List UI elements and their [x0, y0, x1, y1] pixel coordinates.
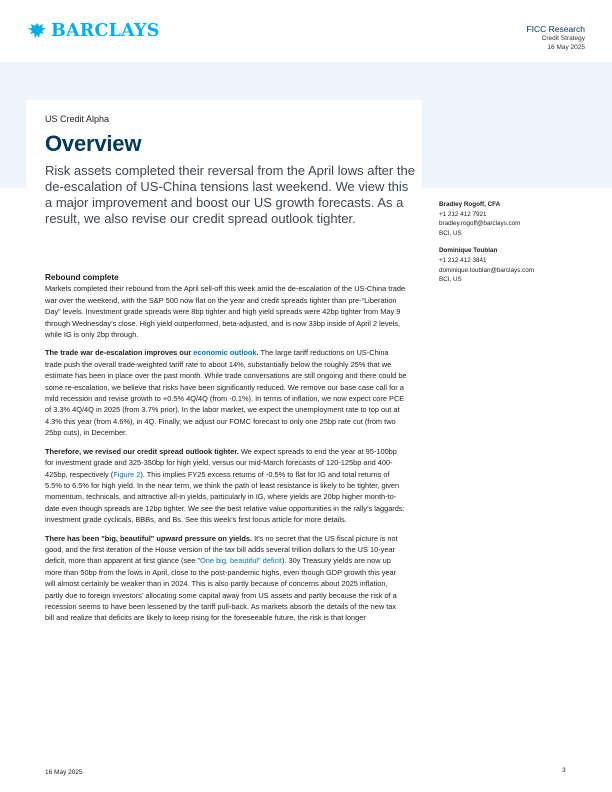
- author-block: [439, 246, 534, 284]
- paragraph-text: It’s no secret that the US fiscal picture is not good, and the first iteration of the House version of the tax bill adds several trillion dollars to the US 10-year deficit, more than apparent at first glance (see ": [45, 533, 398, 566]
- deficit-article-link[interactable]: One big, beautiful" deficit: [200, 556, 282, 566]
- body-column: [45, 272, 407, 631]
- paragraph-heading: Rebound complete: [45, 273, 119, 282]
- author-entity: BCI, US: [439, 276, 462, 284]
- author-name: Bradley Rogoff, CFA: [439, 201, 501, 208]
- paragraph-lead: [45, 348, 259, 357]
- header-date: 16 May 2025: [547, 44, 585, 51]
- paragraph-lead: There has been "big, beautiful" upward pressure on yields.: [45, 533, 253, 543]
- paragraph-spread-outlook: [45, 446, 407, 526]
- figure-2-link[interactable]: Figure 2: [113, 469, 141, 479]
- header-meta: [526, 24, 585, 52]
- author-phone: +1 212 412 3841: [439, 256, 487, 264]
- barclays-logo: [27, 21, 160, 41]
- paragraph-text: We expect spreads to end the year at 95-100bp for investment grade and 325-350bp for high yield, versus our mid-March forecasts of 120-125bp and 400-425bp, respectively (: [45, 446, 397, 479]
- paragraph-text: ). 30y Treasury yields are now up more than 50bp from the lows in April, close to the post-pandemic highs, even though GDP growth this year will almost certainly be weaker than in 2024. This is also partly because of concerns about 2025 inflation, partly due to foreign investors’ allocating some capital away from US assets and partly because the risk of a recession seems to have been lessened by the tariff pull-back. As markets absorb the details of the new tax bill and realize that deficits are likely to keep rising for the foreseeable future, the risk is that longer: [45, 556, 397, 623]
- page-title: Overview: [45, 131, 142, 156]
- author-entity: BCI, US: [439, 229, 462, 237]
- lead-text: The trade war de-escalation improves our: [45, 348, 194, 358]
- author-sidebar: [439, 200, 534, 293]
- footer-date: 16 May 2025: [45, 769, 83, 776]
- page-number: 3: [562, 767, 566, 774]
- author-email[interactable]: dominique.toublan@barclays.com: [439, 266, 534, 274]
- paragraph-trade-war: [45, 347, 407, 438]
- eagle-icon: [27, 21, 47, 41]
- author-block: [439, 200, 534, 238]
- author-email[interactable]: bradley.rogoff@barclays.com: [439, 220, 521, 228]
- paragraph-text: The large tariff reductions on US-China trade push the overall trade-weighted tariff rate to about 14%, substantially below the roughly 25% that we estimate has been in place over the past month. While trade conversations are still ongoing and there could be some re-escalation, we believe that risks have been significantly reduced. We remove our base case call for a mild recession and revise growth to +0.5% 4Q/4Q (from -0.1%). In terms of inflation, we now expect core PCE of 3.3% 4Q/4Q in 2025 (from 3.7% prior). In the labor market, we expect the unemployment rate to top out at 4.3% this year (from 4.6%), in 4Q. Finally, we adjust our FOMC forecast to only one 25bp rate cut (from two 25bp cuts), in December.: [45, 348, 407, 438]
- section-label: US Credit Alpha: [45, 114, 110, 124]
- strategy-label: Credit Strategy: [541, 35, 585, 42]
- paragraph-rebound: Markets completed their rebound from the April sell-off this week amid the de-escalation of the US-China trade war over the weekend, with the S&P 500 now flat on the year and credit spreads tighter than pre-“Liberation Day” levels. Investment grade spreads were 8bp tighter and high yield spreads were 42bp tighter from May 9 through Wednesday’s close. High yield outperformed, beta-adjusted, and is now 33bp inside of April 2 levels, while IG is only 2bp through.: [45, 284, 406, 340]
- author-phone: +1 212 412 7921: [439, 210, 487, 218]
- lede-paragraph: Risk assets completed their reversal from the April lows after the de-escalation of US-China tensions last weekend. We view this a major improvement and boost our US growth forecasts. As a result, we also revise our credit spread outlook tighter.: [45, 163, 415, 226]
- paragraph-yields: [45, 533, 407, 624]
- paragraph-lead: Therefore, we revised our credit spread outlook tighter.: [45, 446, 239, 456]
- author-name: Dominique Toublan: [439, 247, 498, 255]
- department-label: FICC Research: [526, 24, 585, 34]
- brand-name: BARCLAYS: [51, 21, 160, 41]
- economic-outlook-link[interactable]: economic outlook: [193, 348, 257, 358]
- paragraph-text: ). This implies FY25 excess returns of -0.5% to flat for IG and total returns of 5.5% to 6.5% for high yield. In the near term, we think the path of least resistance is likely to be tighter, given momentum, technicals, and attractive all-in yields, particularly in IG, where yields are 20bp higher month-to-date even though spreads are 12bp tighter. We see the best relative value opportunities in the rally’s laggards: investment grade cyclicals, BBBs, and Bs. See this week’s first focus article for more details.: [45, 469, 405, 525]
- lead-end: .: [256, 348, 259, 358]
